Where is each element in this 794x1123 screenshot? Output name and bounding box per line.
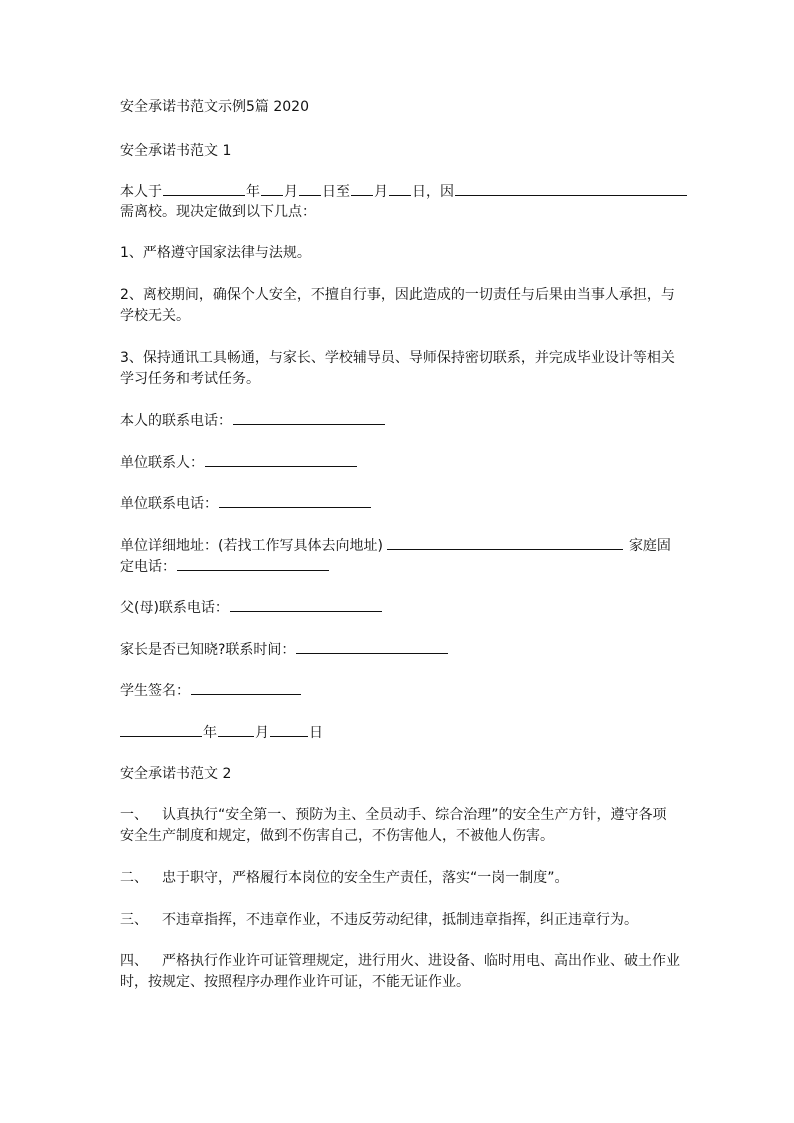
field-home-phone (120, 556, 680, 578)
fill-blank (299, 181, 321, 196)
intro-month-2: 月 (374, 184, 388, 200)
field-label: 家长是否已知晓?联系时间： (120, 642, 296, 658)
section-1-heading: 安全承诺书范文 1 (120, 143, 232, 159)
field-label: 父(母)联系电话： (120, 600, 229, 616)
fill-blank (387, 535, 623, 550)
section-2-heading: 安全承诺书范文 2 (120, 766, 232, 782)
clause-number: 一、 (120, 807, 148, 823)
fill-blank (205, 452, 357, 467)
intro-day-because: 日，因 (412, 184, 454, 200)
field-label: 本人的联系电话： (120, 413, 232, 429)
fill-blank (233, 410, 385, 425)
fill-blank (270, 722, 308, 737)
clause-text: 忠于职守，严格履行本岗位的安全生产责任，落实“一岗一制度”。 (162, 870, 569, 886)
clause-number: 三、 (120, 912, 148, 928)
date-month: 月 (255, 725, 269, 741)
clause-number: 四、 (120, 953, 148, 969)
fill-blank (177, 556, 329, 571)
intro-month: 月 (284, 184, 298, 200)
fill-blank (230, 597, 382, 612)
clause-4-line-1 (120, 951, 680, 972)
date-year: 年 (203, 725, 217, 741)
item-2-line-2: 学校无关。 (120, 308, 190, 324)
clause-text: 严格执行作业许可证管理规定，进行用火、进设备、临时用电、高出作业、破土作业 (162, 953, 680, 969)
date-line (120, 722, 680, 744)
field-label: 单位详细地址：(若找工作写具体去向地址) (120, 538, 383, 554)
intro-day-to: 日至 (322, 184, 350, 200)
fill-blank (389, 181, 411, 196)
clause-1-line-1 (120, 805, 680, 826)
intro-line-2: 需离校。现决定做到以下几点： (120, 204, 316, 220)
intro-year: 年 (246, 184, 260, 200)
fill-blank (351, 181, 373, 196)
field-label: 学生签名： (120, 683, 190, 699)
fill-blank (120, 722, 202, 737)
clause-number: 二、 (120, 870, 148, 886)
fill-blank (261, 181, 283, 196)
field-label: 家庭固 (628, 538, 671, 554)
field-unit-contact (120, 452, 680, 474)
item-3-line-2: 学习任务和考试任务。 (120, 371, 260, 387)
document-title: 安全承诺书范文示例5篇 2020 (120, 99, 309, 115)
clause-4-line-2: 时，按规定、按照程序办理作业许可证，不能无证作业。 (120, 974, 470, 990)
field-unit-phone (120, 493, 680, 515)
clause-text: 不违章指挥，不违章作业，不违反劳动纪律，抵制违章指挥，纠正违章行为。 (162, 912, 638, 928)
field-label: 单位联系人： (120, 455, 204, 471)
field-student-signature (120, 680, 680, 702)
field-self-phone (120, 410, 680, 432)
fill-blank (219, 493, 371, 508)
clause-3 (120, 910, 680, 931)
fill-blank (296, 639, 448, 654)
clause-text: 认真执行“安全第一、预防为主、全员动手、综合治理”的安全生产方针，遵守各项 (162, 807, 667, 823)
item-3-line-1: 3、保持通讯工具畅通，与家长、学校辅导员、导师保持密切联系，并完成毕业设计等相关 (120, 350, 675, 366)
intro-line-1 (120, 181, 680, 203)
fill-blank (163, 181, 245, 196)
clause-2 (120, 868, 680, 889)
fill-blank (455, 181, 687, 196)
field-label: 单位联系电话： (120, 496, 218, 512)
clause-1-line-2: 安全生产制度和规定，做到不伤害自己，不伤害他人，不被他人伤害。 (120, 828, 554, 844)
fill-blank (218, 722, 254, 737)
item-2-line-1: 2、离校期间，确保个人安全，不擅自行事，因此造成的一切责任与后果由当事人承担，与 (120, 287, 675, 303)
item-1: 1、严格遵守国家法律与法规。 (120, 245, 311, 261)
fill-blank (191, 680, 301, 695)
field-unit-address (120, 535, 680, 557)
field-parent-informed (120, 639, 680, 661)
date-day: 日 (309, 725, 323, 741)
field-label: 定电话： (120, 559, 176, 575)
field-parent-phone (120, 597, 680, 619)
intro-label: 本人于 (120, 184, 162, 200)
